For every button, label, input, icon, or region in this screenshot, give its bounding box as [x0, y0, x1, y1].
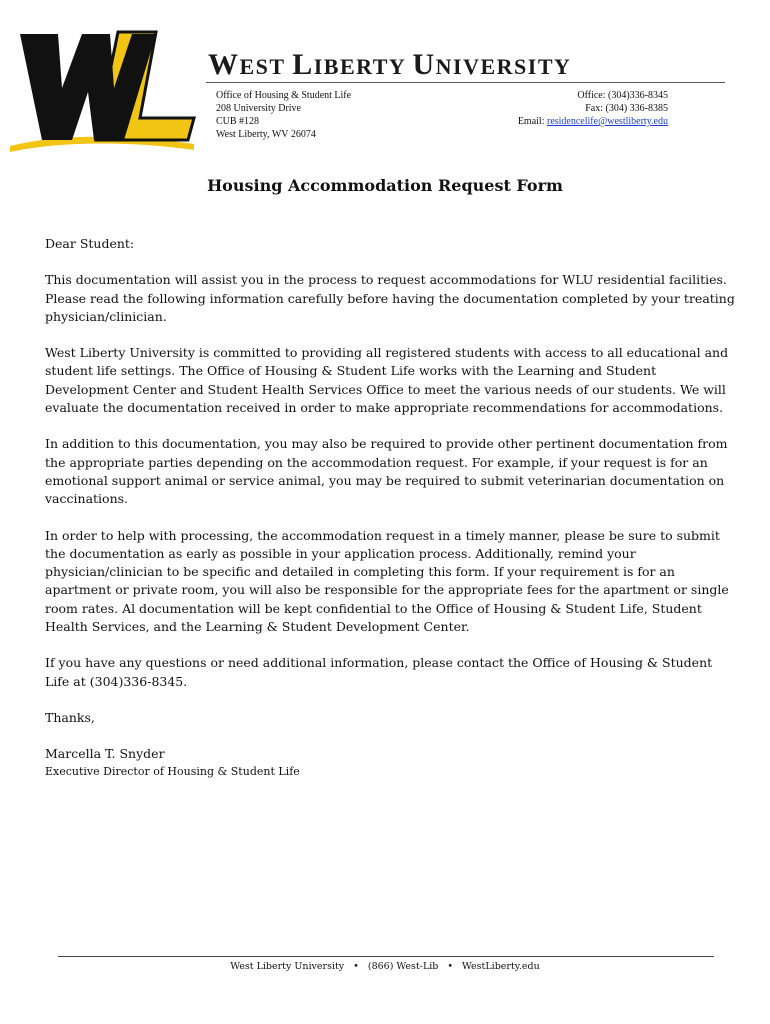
salutation: Dear Student:	[45, 236, 135, 251]
footer-university: West Liberty University	[230, 961, 345, 972]
footer-website: WestLiberty.edu	[462, 961, 540, 972]
address-line: CUB #128	[216, 116, 260, 127]
paragraph: In order to help with processing, the accommodation request in a timely manner, please be sure to submit the documentation as early as possible in your application process. Additionally, remind your physician/clinician to be specific and detailed in completing this form. If your requirement is for an apartment or private room, you will also be responsible for the appropriate fees for the apartment or single room rates. Al documentation will be kept confidential to the Office of Housing & Student Life, Student Health Services, and the Learning & Student Development Center.	[45, 527, 729, 635]
address-line: West Liberty, WV 26074	[216, 129, 316, 140]
email-line: Email: residencelife@westliberty.edu	[517, 116, 668, 127]
address-line: 208 University Drive	[216, 103, 301, 114]
address-line: Office of Housing & Student Life	[216, 90, 352, 101]
wlu-logo	[6, 28, 198, 152]
letter-body	[45, 235, 735, 780]
office-phone: Office: (304)336-8345	[577, 90, 668, 101]
paragraph: This documentation will assist you in the process to request accommodations for WLU residential facilities. Please read the following information carefully before having the documentation completed by your treating physician/clinician.	[45, 272, 735, 324]
paragraph: In addition to this documentation, you may also be required to provide other pertinent documentation from the appropriate parties depending on the accommodation request. For example, if your request is for an emotional support animal or service animal, you may be required to submit veterinarian documentation on vaccinations.	[45, 436, 728, 507]
page-title: Housing Accommodation Request Form	[207, 176, 563, 195]
fax-number: Fax: (304) 336-8385	[585, 103, 668, 114]
header-divider	[206, 82, 725, 83]
signer-title: Executive Director of Housing & Student Life	[45, 764, 300, 778]
univ-word-2: LIBERTY	[292, 48, 406, 81]
paragraph: West Liberty University is committed to providing all registered students with access to all educational and student life settings. The Office of Housing & Student Life works with the Learning and Student Development Center and Student Health Services Office to meet the various needs of our students. We will evaluate the documentation received in order to make appropriate recommendations for accommodations.	[45, 345, 729, 416]
contact-info	[518, 89, 668, 128]
footer-phone: (866) West-Lib	[367, 961, 439, 972]
footer-separator: •	[353, 961, 359, 972]
paragraph: If you have any questions or need additional information, please contact the Office of Housing & Student Life at (304)336-8345.	[45, 655, 713, 689]
email-link[interactable]: residencelife@westliberty.edu	[546, 116, 668, 127]
footer-divider	[58, 956, 714, 957]
signer-name: Marcella T. Snyder	[45, 746, 165, 762]
university-name	[208, 48, 571, 82]
univ-word-3: UNIVERSITY	[412, 48, 572, 81]
footer-separator: •	[447, 961, 454, 972]
footer	[0, 961, 770, 972]
office-address	[216, 89, 351, 141]
univ-word-1: WEST	[208, 48, 286, 81]
closing: Thanks,	[45, 709, 95, 725]
